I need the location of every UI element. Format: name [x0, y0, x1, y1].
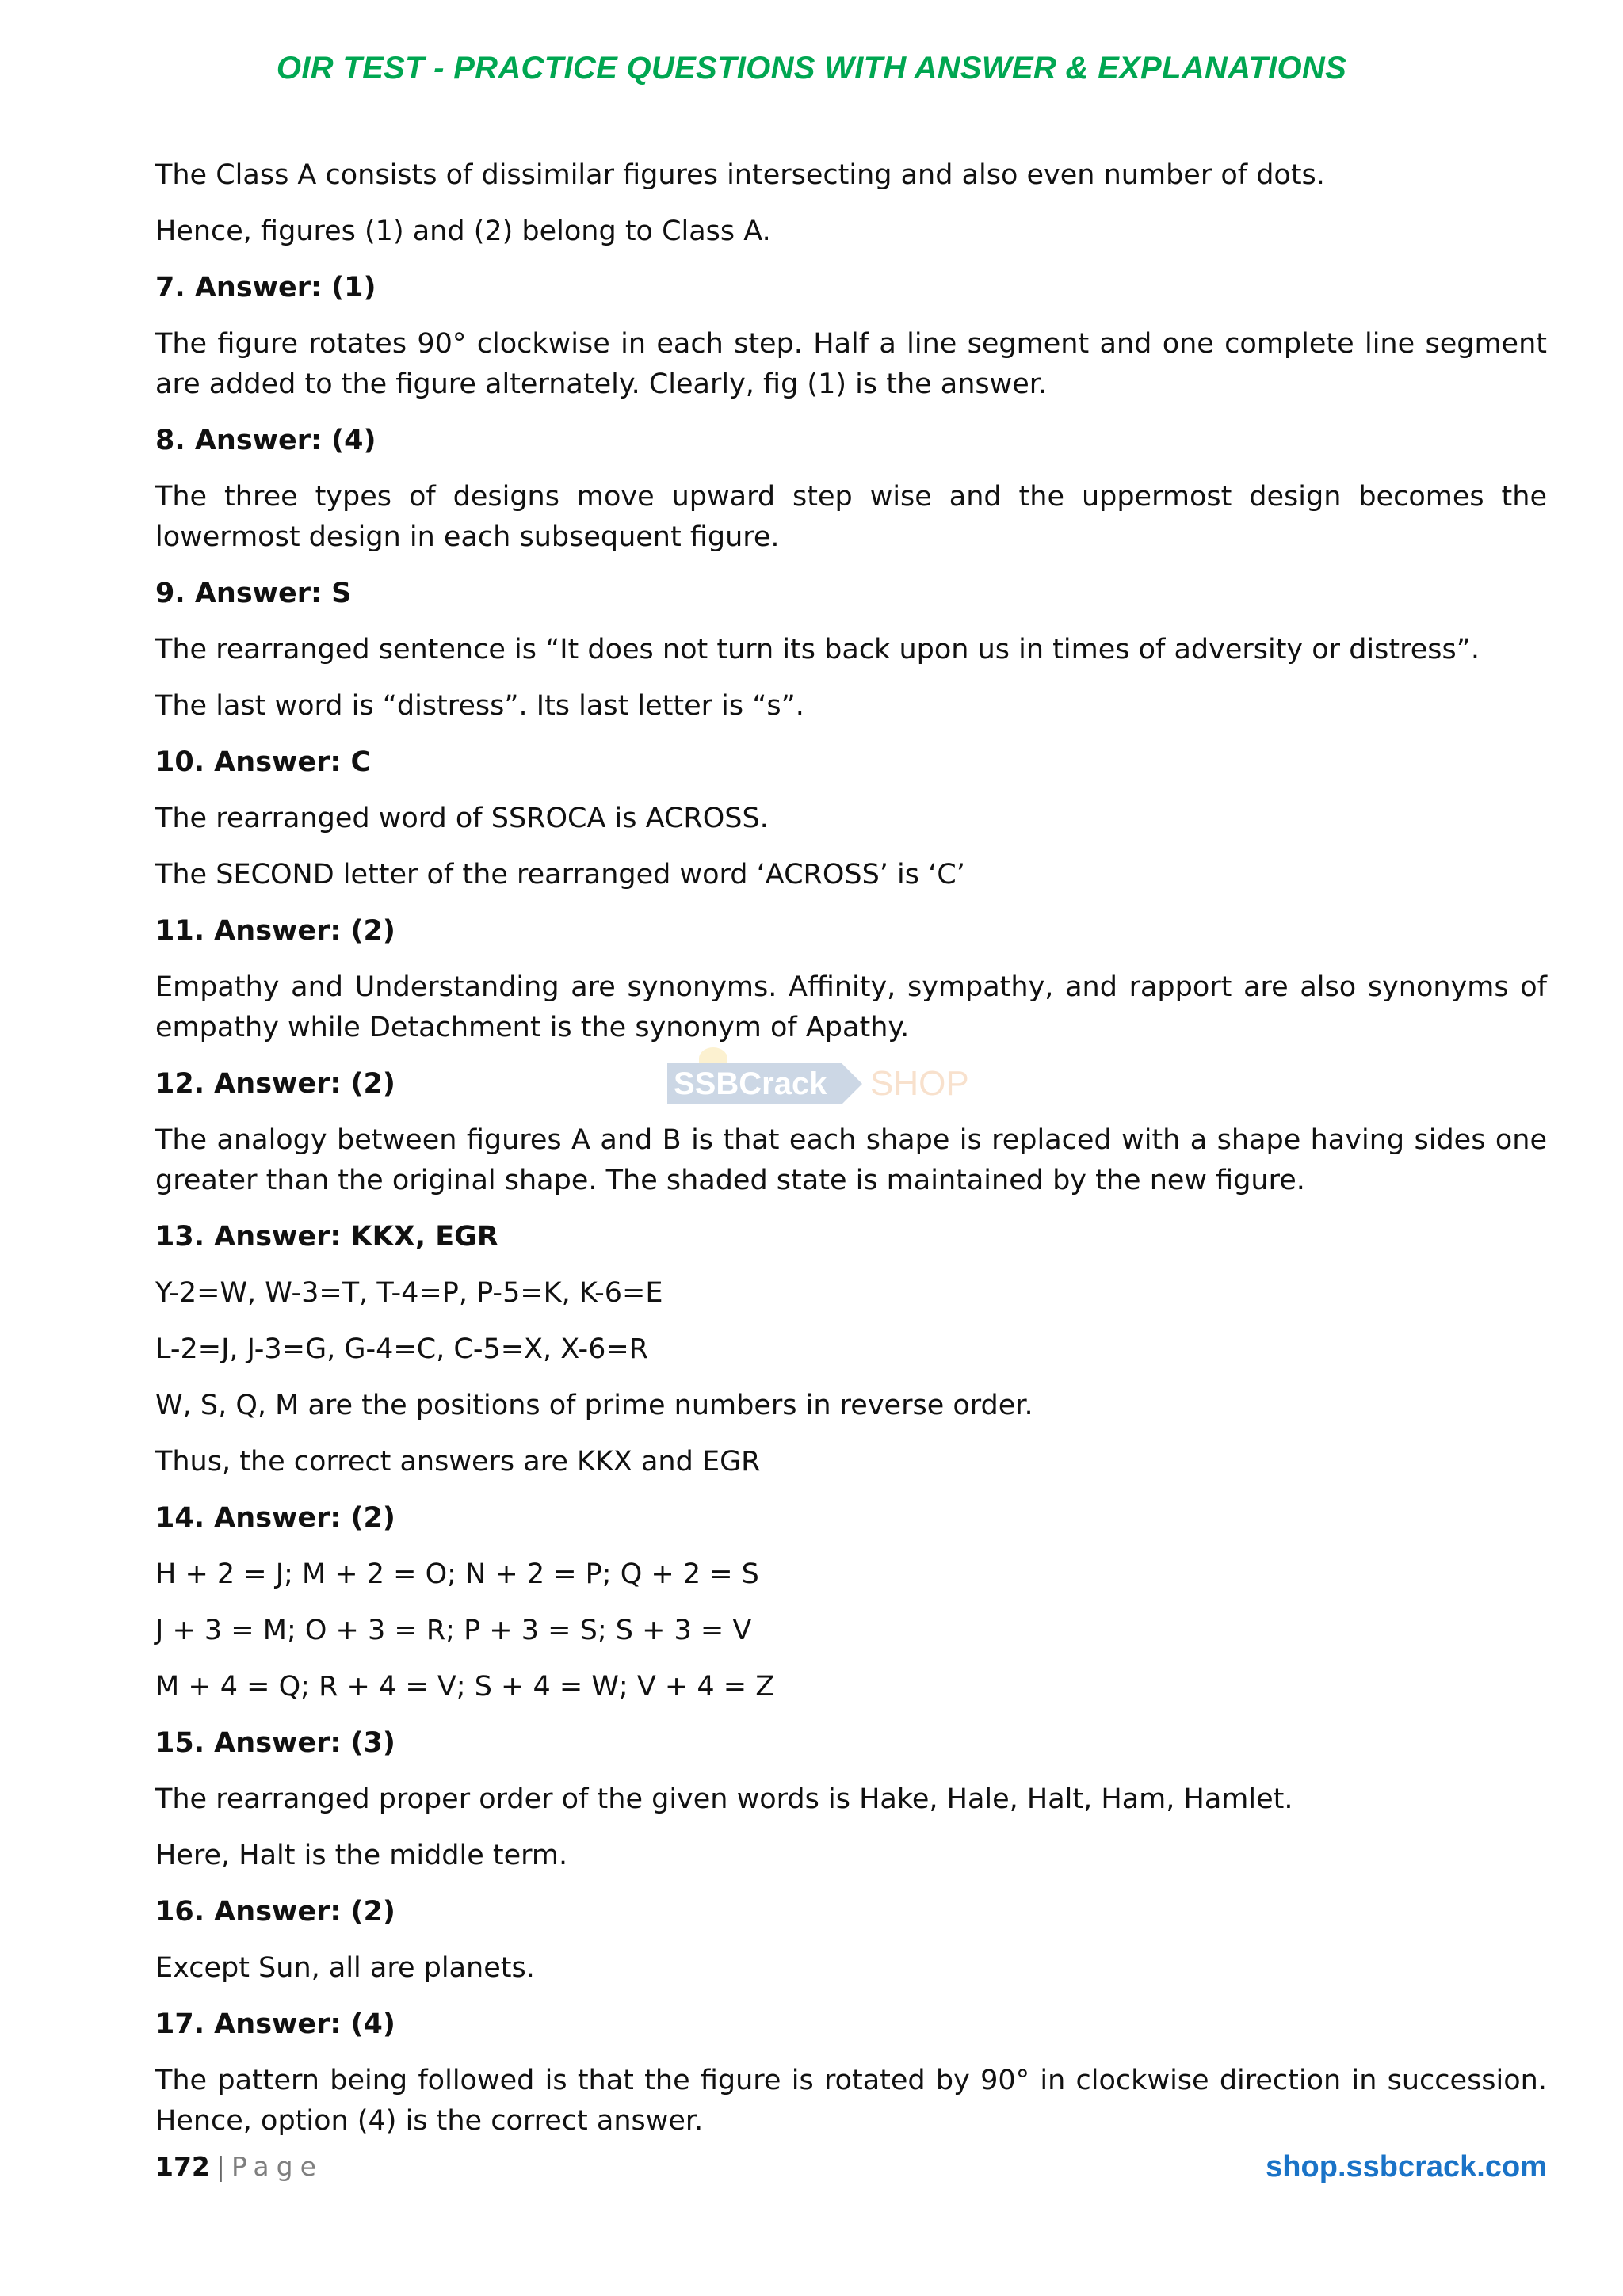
answer-heading-15: 15. Answer: (3) [155, 1727, 395, 1759]
answer-explanations [155, 155, 1547, 2157]
explanation-paragraph: The rearranged word of SSROCA is ACROSS. [155, 803, 769, 834]
explanation-paragraph: The analogy between figures A and B is that each shape is replaced with a shape having sides one greater than the original shape. The shaded state is maintained by the new figure. [155, 1124, 1547, 1196]
answer-heading-17: 17. Answer: (4) [155, 2008, 395, 2040]
explanation-paragraph: The Class A consists of dissimilar figures intersecting and also even number of dots. [155, 159, 1325, 191]
explanation-paragraph: Here, Halt is the middle term. [155, 1840, 568, 1871]
page-number-separator: | [216, 2151, 226, 2182]
watermark-shop: SHOP [870, 1064, 969, 1103]
explanation-paragraph: Thus, the correct answers are KKX and EGR [155, 1446, 761, 1478]
arrow-icon [842, 1063, 862, 1104]
answer-heading-9: 9. Answer: S [155, 578, 352, 609]
answer-heading-16: 16. Answer: (2) [155, 1896, 395, 1928]
answer-heading-7: 7. Answer: (1) [155, 272, 376, 303]
page-number [155, 2147, 323, 2187]
explanation-paragraph: The rearranged proper order of the given words is Hake, Hale, Halt, Ham, Hamlet. [155, 1783, 1293, 1815]
explanation-paragraph: The figure rotates 90° clockwise in each step. Half a line segment and one complete line segment are added to the figure alternately. Clearly, fig (1) is the answer. [155, 328, 1547, 400]
shop-site-link[interactable]: shop.ssbcrack.com [1266, 2150, 1547, 2183]
explanation-paragraph: M + 4 = Q; R + 4 = V; S + 4 = W; V + 4 = Z [155, 1671, 775, 1703]
answer-heading-8: 8. Answer: (4) [155, 425, 376, 456]
answer-heading-10: 10. Answer: C [155, 746, 372, 778]
explanation-paragraph: Empathy and Understanding are synonyms. Affinity, sympathy, and rapport are also synonyms of empathy while Detachment is the synonym of Apathy. [155, 971, 1547, 1043]
explanation-paragraph: H + 2 = J; M + 2 = O; N + 2 = P; Q + 2 = S [155, 1558, 759, 1590]
explanation-paragraph: The rearranged sentence is “It does not turn its back upon us in times of adversity or distress”. [155, 634, 1480, 666]
answer-heading-12: 12. Answer: (2) [155, 1068, 395, 1100]
explanation-paragraph: W, S, Q, M are the positions of prime numbers in reverse order. [155, 1390, 1033, 1421]
watermark-brand: SSBCrack [667, 1063, 842, 1104]
explanation-paragraph: L-2=J, J-3=G, G-4=C, C-5=X, X-6=R [155, 1333, 649, 1365]
answer-heading-14: 14. Answer: (2) [155, 1502, 395, 1534]
answer-heading-11: 11. Answer: (2) [155, 915, 395, 947]
page-word: Page [231, 2151, 323, 2182]
explanation-paragraph: The last word is “distress”. Its last letter is “s”. [155, 690, 804, 722]
explanation-paragraph: Y-2=W, W-3=T, T-4=P, P-5=K, K-6=E [155, 1277, 663, 1309]
page-number-value: 172 [155, 2151, 210, 2182]
page-footer [155, 2147, 1547, 2187]
explanation-paragraph: The three types of designs move upward step wise and the uppermost design becomes the lowermost design in each subsequent figure. [155, 481, 1547, 553]
explanation-paragraph: Hence, figures (1) and (2) belong to Class A. [155, 215, 771, 247]
explanation-paragraph: The SECOND letter of the rearranged word ‘ACROSS’ is ‘C’ [155, 859, 965, 891]
explanation-paragraph: Except Sun, all are planets. [155, 1952, 535, 1984]
page-header-title: OIR TEST - PRACTICE QUESTIONS WITH ANSWER & EXPLANATIONS [276, 51, 1347, 86]
explanation-paragraph: J + 3 = M; O + 3 = R; P + 3 = S; S + 3 = V [155, 1615, 752, 1646]
explanation-paragraph: The pattern being followed is that the figure is rotated by 90° in clockwise direction in succession. Hence, option (4) is the correct answer. [155, 2065, 1547, 2137]
answer-heading-13: 13. Answer: KKX, EGR [155, 1221, 498, 1253]
ssbcrack-shop-watermark [667, 1047, 969, 1116]
